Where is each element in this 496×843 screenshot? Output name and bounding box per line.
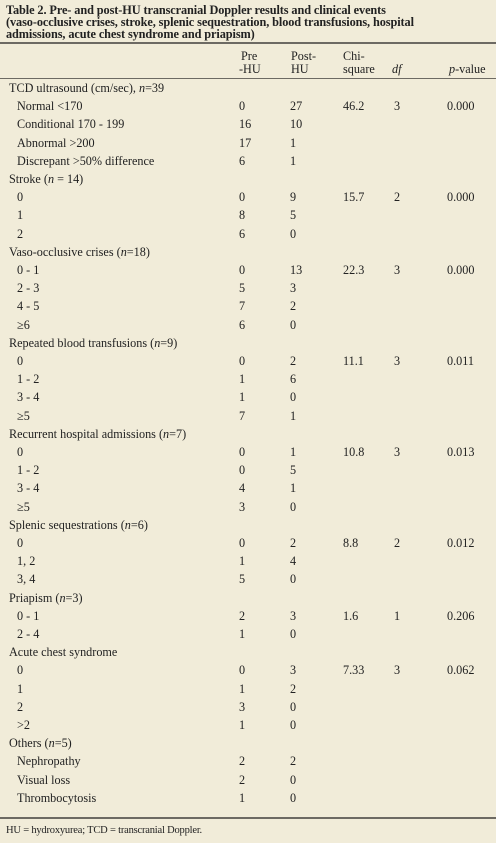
cell-post: 4 <box>290 554 297 568</box>
cell-post: 0 <box>290 718 297 732</box>
cell-pre: 7 <box>239 299 246 313</box>
cell-post: 10 <box>290 117 303 131</box>
row-label: Thrombocytosis <box>17 791 97 805</box>
row-label: 0 <box>17 190 24 204</box>
cell-df: 3 <box>394 99 401 113</box>
group-label: Vaso-occlusive crises (n=18) <box>9 245 150 259</box>
header-chi-line-2: square <box>343 62 375 76</box>
group-label: Acute chest syndrome <box>9 645 118 659</box>
row-label: ≥5 <box>17 500 30 514</box>
cell-pre: 6 <box>239 318 246 332</box>
row-label: 1 <box>17 682 24 696</box>
cell-p-value: 0.000 <box>447 190 475 204</box>
row-label: 3 - 4 <box>17 390 40 404</box>
cell-p-value: 0.000 <box>447 263 475 277</box>
cell-chi-square: 10.8 <box>343 445 365 459</box>
cell-pre: 7 <box>239 409 246 423</box>
cell-pre: 0 <box>239 663 246 677</box>
cell-post: 1 <box>290 445 297 459</box>
cell-chi-square: 11.1 <box>343 354 364 368</box>
row-label: 0 <box>17 663 24 677</box>
row-label: 0 <box>17 445 24 459</box>
row-label: 1 - 2 <box>17 372 40 386</box>
row-label: Conditional 170 - 199 <box>17 117 125 131</box>
table-footnote: HU = hydroxyurea; TCD = transcranial Doppler. <box>6 825 202 836</box>
cell-post: 0 <box>290 791 297 805</box>
cell-post: 27 <box>290 99 303 113</box>
row-label: 2 <box>17 227 24 241</box>
cell-pre: 1 <box>239 791 246 805</box>
cell-df: 3 <box>394 445 401 459</box>
row-label: Normal <170 <box>17 99 83 113</box>
row-label: Nephropathy <box>17 754 81 768</box>
row-label: 2 - 4 <box>17 627 40 641</box>
cell-post: 13 <box>290 263 303 277</box>
row-label: 1 <box>17 208 24 222</box>
cell-df: 3 <box>394 663 401 677</box>
cell-pre: 5 <box>239 281 246 295</box>
row-label: 1, 2 <box>17 554 36 568</box>
row-label: 1 - 2 <box>17 463 40 477</box>
cell-chi-square: 46.2 <box>343 99 365 113</box>
cell-df: 3 <box>394 354 401 368</box>
cell-pre: 4 <box>239 481 246 495</box>
cell-post: 1 <box>290 481 297 495</box>
row-label: Abnormal >200 <box>17 136 95 150</box>
cell-pre: 0 <box>239 99 246 113</box>
cell-pre: 0 <box>239 263 246 277</box>
row-label: 0 - 1 <box>17 263 40 277</box>
cell-post: 6 <box>290 372 297 386</box>
cell-post: 5 <box>290 208 297 222</box>
cell-chi-square: 1.6 <box>343 609 359 623</box>
cell-df: 3 <box>394 263 401 277</box>
cell-pre: 0 <box>239 354 246 368</box>
cell-post: 2 <box>290 354 297 368</box>
cell-pre: 1 <box>239 718 246 732</box>
cell-chi-square: 15.7 <box>343 190 365 204</box>
cell-pre: 5 <box>239 572 246 586</box>
row-label: 0 <box>17 536 24 550</box>
row-label: ≥5 <box>17 409 30 423</box>
cell-post: 2 <box>290 536 297 550</box>
header-chi-line-1: Chi- <box>343 49 365 63</box>
cell-post: 2 <box>290 754 297 768</box>
header-p-value: p-value <box>449 62 486 76</box>
table-title <box>6 4 492 40</box>
cell-pre: 3 <box>239 700 246 714</box>
cell-post: 0 <box>290 500 297 514</box>
cell-p-value: 0.206 <box>447 609 475 623</box>
cell-post: 2 <box>290 682 297 696</box>
cell-chi-square: 7.33 <box>343 663 365 677</box>
cell-pre: 0 <box>239 190 246 204</box>
cell-post: 3 <box>290 609 297 623</box>
cell-post: 3 <box>290 281 297 295</box>
cell-post: 0 <box>290 572 297 586</box>
cell-post: 3 <box>290 663 297 677</box>
row-label: 3, 4 <box>17 572 36 586</box>
cell-p-value: 0.000 <box>447 99 475 113</box>
header-post-line-2: HU <box>291 62 309 76</box>
header-pre-line-1: Pre <box>241 49 258 63</box>
bottom-rule <box>0 817 496 819</box>
cell-pre: 3 <box>239 500 246 514</box>
cell-pre: 2 <box>239 773 246 787</box>
cell-post: 1 <box>290 409 297 423</box>
header-df: df <box>392 62 402 76</box>
cell-post: 1 <box>290 136 297 150</box>
cell-post: 0 <box>290 390 297 404</box>
cell-post: 0 <box>290 627 297 641</box>
row-label: >2 <box>17 718 30 732</box>
cell-chi-square: 22.3 <box>343 263 365 277</box>
cell-p-value: 0.062 <box>447 663 475 677</box>
cell-pre: 1 <box>239 554 246 568</box>
cell-post: 2 <box>290 299 297 313</box>
group-label: Priapism (n=3) <box>9 591 83 605</box>
header-rule <box>0 78 496 79</box>
row-label: Discrepant >50% difference <box>17 154 155 168</box>
row-label: 2 <box>17 700 24 714</box>
cell-post: 9 <box>290 190 297 204</box>
cell-post: 0 <box>290 227 297 241</box>
cell-pre: 0 <box>239 463 246 477</box>
cell-chi-square: 8.8 <box>343 536 359 550</box>
group-label: TCD ultrasound (cm/sec), n=39 <box>9 81 165 95</box>
cell-post: 0 <box>290 773 297 787</box>
table-title-line-3: admissions, acute chest syndrome and priapism) <box>6 27 255 41</box>
cell-pre: 0 <box>239 445 246 459</box>
cell-df: 1 <box>394 609 401 623</box>
table-title-line-2: (vaso-occlusive crises, stroke, splenic sequestration, blood transfusions, hospital <box>6 15 414 29</box>
cell-post: 1 <box>290 154 297 168</box>
top-rule <box>0 42 496 44</box>
cell-df: 2 <box>394 190 401 204</box>
group-label: Splenic sequestrations (n=6) <box>9 518 148 532</box>
cell-pre: 0 <box>239 536 246 550</box>
table-title-line-1: Table 2. Pre- and post-HU transcranial Doppler results and clinical events <box>6 3 386 17</box>
cell-p-value: 0.012 <box>447 536 475 550</box>
group-label: Repeated blood transfusions (n=9) <box>9 336 178 350</box>
row-label: ≥6 <box>17 318 30 332</box>
row-label: Visual loss <box>17 773 71 787</box>
cell-p-value: 0.011 <box>447 354 474 368</box>
cell-pre: 17 <box>239 136 252 150</box>
row-label: 0 <box>17 354 24 368</box>
row-label: 2 - 3 <box>17 281 40 295</box>
row-label: 3 - 4 <box>17 481 40 495</box>
header-post-line-1: Post- <box>291 49 317 63</box>
cell-pre: 1 <box>239 682 246 696</box>
cell-post: 0 <box>290 700 297 714</box>
row-label: 4 - 5 <box>17 299 40 313</box>
cell-post: 5 <box>290 463 297 477</box>
cell-post: 0 <box>290 318 297 332</box>
group-label: Recurrent hospital admissions (n=7) <box>9 427 187 441</box>
row-label: 0 - 1 <box>17 609 40 623</box>
cell-pre: 8 <box>239 208 246 222</box>
cell-pre: 1 <box>239 627 246 641</box>
cell-pre: 16 <box>239 117 252 131</box>
cell-pre: 2 <box>239 754 246 768</box>
cell-pre: 6 <box>239 154 246 168</box>
cell-df: 2 <box>394 536 401 550</box>
cell-pre: 1 <box>239 390 246 404</box>
group-label: Stroke (n = 14) <box>9 172 84 186</box>
cell-pre: 2 <box>239 609 246 623</box>
cell-pre: 1 <box>239 372 246 386</box>
cell-p-value: 0.013 <box>447 445 475 459</box>
group-label: Others (n=5) <box>9 736 72 750</box>
cell-pre: 6 <box>239 227 246 241</box>
header-pre-line-2: -HU <box>239 62 261 76</box>
